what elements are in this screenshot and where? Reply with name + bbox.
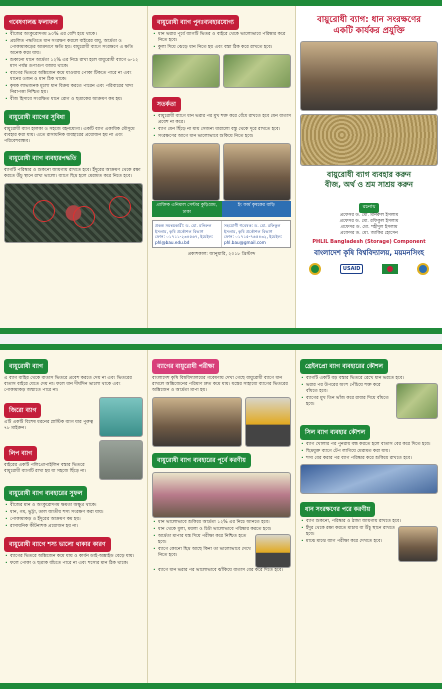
- pre-use-meter-row: [152, 534, 291, 568]
- contact-right: [222, 221, 290, 247]
- reusable-heading: বায়ুরোধী ব্যাগ পুনঃব্যবহারযোগ্য: [152, 15, 239, 30]
- after-storage-point: • মাঝে মাঝে ব্যাগ পরীক্ষা করে দেখতে হবে।: [300, 539, 395, 545]
- advantage-text: বায়ুরোধী ব্যাগ হালকা ও সহজে বহনযোগ্য। একটি ব্যাগ একাধিক মৌসুমে ব্যবহার করা যায়। এতে রাসায়নিক ব্যবহারের প্রয়োজন হয় না এবং পরিবেশবান্ধব।: [4, 127, 135, 144]
- advantage-heading: বায়ুরোধী ব্যাগের সুবিধা: [4, 110, 70, 125]
- inner-bag-text: বাইরের একটি পলিপ্রোপাইলিন বস্তার ভিতরে বায়ুরোধী ব্যাগটি রাখা হয় যা সহজে ছিঁড়ে না।: [4, 463, 87, 474]
- benefit-point: • পোকামাকড় ও ইঁদুরের আক্রমণ কম হয়।: [4, 517, 143, 523]
- credit-name: প্রফেসর ড. মো. জাকির হোসেন: [340, 231, 398, 236]
- cover-panel: [296, 6, 442, 328]
- test-text: বাংলাদেশ কৃষি বিশ্ববিদ্যালয়ের গবেষণায় দেখা গেছে বায়ুরোধী ব্যাগে ধান রাখলে অক্সিজেনের পরিমাণ দ্রুত কমে যায়। যন্ত্রের সাহায্যে ব্যাগের ভিতরের অক্সিজেন ও আর্দ্রতা মাপা হয়।: [152, 376, 288, 393]
- contact-line: সহযোগী গবেষক: ড. মো. রফিকুল ইসলাম, কৃষি প্রকৌশল বিভাগ: [224, 223, 281, 234]
- brochure-inner-side: [0, 344, 442, 689]
- reason-point: • ব্যাগের ভিতরে অক্সিজেন কমে যায় ও কার্বন ডাই-অক্সাইড বেড়ে যায়।: [4, 554, 143, 560]
- research-point: • বীজের অংকুরোদগম ৯০% এর বেশি হয়ে থাকে।: [4, 32, 143, 38]
- after-storage-heading: ধান সংরক্ষণের পরে করণীয়: [300, 502, 375, 517]
- highlight-circle: [73, 206, 95, 228]
- cover-subtitle-line1: বায়ুরোধী ব্যাগ ব্যবহার করুন: [327, 170, 411, 179]
- inner-bag-heading: লিপ ব্যাগ: [4, 446, 37, 461]
- logo-row: [300, 263, 438, 275]
- caution-point: • ব্যাগ যেন ছিঁড়ে না যায় সেজন্য ধারালো বস্তু থেকে দূরে রাখতে হবে।: [152, 127, 291, 133]
- contact-box: [152, 220, 291, 248]
- project-name: PHLIL Bangladesh (Storage) Component: [312, 239, 426, 245]
- inner-bag-row: [4, 440, 143, 480]
- bag-photo: [223, 54, 291, 88]
- research-point: • বীজ হিসাবে সংরক্ষিত ধানে রোগ ও ছত্রাকের আক্রমণ কম হয়।: [4, 97, 143, 103]
- test-photo: [152, 397, 242, 447]
- photo-caption-bar: [152, 201, 291, 217]
- reusable-point: • ধান ভরার পূর্বে ব্যাগটি ভিতর ও বাইরে থেকে ভালোভাবে পরিষ্কার করে নিতে হবে।: [152, 32, 291, 44]
- sealing-heading: সিল ব্যাগ ব্যবহার কৌশল: [300, 425, 370, 440]
- caption-right: ইং ফার্ম কৃষকের বাড়ি: [222, 201, 292, 217]
- bag-text: এটি একটি বিশেষ ধরনের প্লাস্টিক ব্যাগ যার পুরুত্ব ৭৮ মাইক্রন।: [4, 420, 94, 431]
- usage-heading: বায়ুরোধী ব্যাগ ব্যবহারপদ্ধতি: [4, 151, 81, 166]
- benefit-point: • ধান, গম, ভুট্টা, ডাল জাতীয় শস্য সংরক্ষণ করা যায়।: [4, 510, 143, 516]
- research-results-heading: গবেষণালব্ধ ফলাফল: [4, 15, 63, 30]
- caution-point: • বায়ুরোধী ব্যাগে ধান ভরার পর মুখ শক্ত করে বেঁধে রাখতে হবে যেন বাতাস প্রবেশ না করে।: [152, 114, 291, 126]
- reusable-point: • কুলা দিয়ে ঝেড়ে ধান নিতে হয় এবং বস্তা ঠিক করে রাখতে হবে।: [152, 45, 291, 51]
- training-photo: [152, 472, 291, 518]
- highlight-circle: [33, 200, 55, 222]
- storage-photo: [4, 183, 143, 243]
- caption-left: প্রাক্তিক এনিমাল সেন্টার কুড়িগ্রাম, ঢাকা: [152, 201, 222, 217]
- intro-text: এ ব্যাগ বাহির থেকে বাতাস ভিতরে প্রবেশ করতে দেয় না এবং ভিতরের বাতাস বাইরে যেতে দেয় না। ফলে ধান দীর্ঘদিন ভালো থাকে এবং পোকামাকড় জন্মাতে পারে না।: [4, 376, 132, 393]
- caution-heading: সতর্কতা: [152, 97, 181, 112]
- sealing-point: • ছিদ্রযুক্ত ব্যাগে টেপ লাগিয়ে মেরামত করা যায়।: [300, 449, 438, 455]
- bag-photo-row: [152, 54, 291, 88]
- cover-title-line1: বায়ুরোধী ব্যাগ: ধান সংরক্ষণের: [317, 15, 421, 25]
- storage-room-photo: [398, 526, 438, 562]
- research-point: • ব্যাগের ভিতরে অক্সিজেন কমে যাওয়ায় পোকা টিকতে পারে না এবং ধানের ওজন ও মান ঠিক থাকে।: [4, 71, 143, 83]
- cover-title-line2: একটি কার্যকর প্রযুক্তি: [333, 26, 405, 36]
- research-results-text: [4, 32, 143, 103]
- inner-middle-panel: [148, 350, 296, 683]
- caution-point: • সংরক্ষণের আগে ধান ভালোভাবে শুকিয়ে নিতে হবে।: [152, 134, 291, 140]
- grainpro-point: • ভরার পর উপরের অংশ পেঁচিয়ে শক্ত করে বাঁধতে হবে।: [300, 383, 393, 395]
- pre-use-point: • আর্দ্রতা মাপার যন্ত্র দিয়ে পরীক্ষা করে নিশ্চিত হতে হবে।: [152, 534, 252, 546]
- bangladesh-flag-icon: [382, 264, 398, 274]
- sealing-point: • ব্যাগ খোলার পর পুনরায় বন্ধ করতে হলে বাতাস বের করে দিতে হবে।: [300, 442, 438, 448]
- cover-grain-photo: [300, 114, 438, 166]
- after-storage-point: • ব্যাগ শুকনো, পরিষ্কার ও ঠান্ডা জায়গায় রাখতে হবে।: [300, 519, 438, 525]
- test-heading: ব্যাগের বায়ুরোধী পরীক্ষা: [152, 359, 219, 374]
- sealing-point: • শস্য বের করার পর ব্যাগ পরিষ্কার করে শুকিয়ে রাখতে হবে।: [300, 456, 438, 462]
- credits-list: [300, 213, 438, 237]
- cover-subtitle-line2: বীজ, অর্থ ও শ্রম সাশ্রয় করুন: [325, 180, 413, 189]
- farmer-photo: [152, 143, 220, 201]
- highlight-circle: [109, 196, 131, 218]
- inner-left-panel: [0, 350, 148, 683]
- research-point: • প্রচলিত পদ্ধতিতে ধান সংরক্ষণ করলে বাইরের বায়ু, আর্দ্রতা ও পোকামাকড়ের আক্রমণে ক্ষতি হয়। বায়ুরোধী ব্যাগে সংরক্ষণে এ ক্ষতি অনেক কমে যায়।: [4, 39, 143, 57]
- sack-photo: [99, 440, 143, 480]
- outer-middle-panel: [148, 6, 296, 328]
- reason-heading: বায়ুরোধী ব্যাগে শস্য ভালো থাকার কারণ: [4, 537, 111, 552]
- bag-photo: [99, 397, 143, 437]
- grainpro-point: • ব্যাগটি একটি বড় বস্তার ভিতরে রেখে ধান ভরতে হবে।: [300, 376, 438, 382]
- research-point: • শুকানো ধানে আর্দ্রতা ১২% এর নিচে রাখা হলে বায়ুরোধী ব্যাগে ৬-১২ মাস পর্যন্ত গুণাগুণ বজায় থাকে।: [4, 58, 143, 70]
- farmer-photo: [223, 143, 291, 201]
- benefit-point: • বীজের মান ও অংকুরোদগম ক্ষমতা অক্ষুণ্ণ থাকে।: [4, 503, 143, 509]
- bag-heading: জিরো ব্যাগ: [4, 403, 41, 418]
- after-storage-row: [300, 526, 438, 562]
- pre-use-point: • ব্যাগে কোনো ছিদ্র আছে কিনা তা ভালোভাবে দেখে নিতে হবে।: [152, 547, 252, 559]
- grainpro-point: • ব্যাগের মুখ তিন ভাঁজ করে রাবার দিয়ে বাঁধতে হবে।: [300, 396, 393, 408]
- outer-left-panel: [0, 6, 148, 328]
- credit-name: প্রফেসর ড. মো. মনিরুল ইসলাম: [339, 213, 399, 218]
- credit-name: প্রফেসর ড. মো. রফিকুল ইসলাম: [339, 219, 399, 224]
- pre-use-point: • ধান ভালোভাবে শুকিয়ে আর্দ্রতা ১২% এর নিচে আনতে হবে।: [152, 520, 291, 526]
- pre-use-point: • ধান থেকে ধুলা, ময়লা ও চিটা ভালোভাবে পরিষ্কার করতে হবে।: [152, 527, 291, 533]
- university-name: বাংলাদেশ কৃষি বিশ্ববিদ্যালয়, ময়মনসিংহ: [314, 249, 424, 257]
- contact-line: ফোন: ০১৭১১-২৩৪৫৬৭, ইমেইল: phl@bau.edu.bd: [155, 234, 214, 245]
- bag-info-row: [4, 397, 143, 437]
- brochure-outer-side: [0, 0, 442, 334]
- inner-right-panel: [296, 350, 442, 683]
- credits-heading: রচনায়: [359, 203, 380, 213]
- grainpro-heading: গ্রেইনপ্রো ব্যাগ ব্যবহারের কৌশল: [300, 359, 388, 374]
- university-logo-icon: [309, 263, 321, 275]
- contact-line: প্রকল্প সমন্বয়কারী: ড. মো. মনিরুল ইসলাম, কৃষি প্রকৌশল বিভাগ: [155, 223, 212, 234]
- reason-point: • ফলে পোকা ও ছত্রাক বাঁচতে পারে না এবং শস্যের মান ঠিক থাকে।: [4, 561, 143, 567]
- research-point: • কৃষক লাভজনক মূল্যে ধান বিক্রয় করতে পারেন এবং পরিবারের খাদ্য নিরাপত্তা নিশ্চিত হয়।: [4, 84, 143, 96]
- usaid-logo: USAID: [340, 264, 364, 274]
- partner-logo-icon: [417, 263, 429, 275]
- bag-photo: [152, 54, 220, 88]
- after-storage-point: • ইঁদুর থেকে রক্ষা করতে মাচায় বা উঁচু স্থানে রাখতে হবে।: [300, 526, 395, 538]
- publication-date: প্রকাশকাল: জানুয়ারি, ২০১৮ খ্রিস্টাব্দ: [187, 252, 256, 257]
- contact-line: ফোন: ০১৭১৫-৭৬৫৪৩২, ইমেইল: phl.bau@gmail.com: [224, 234, 283, 245]
- intro-heading: বায়ুরোধী ব্যাগ: [4, 359, 48, 374]
- moisture-meter-photo: [255, 534, 291, 568]
- pre-use-heading: বায়ুরোধী ব্যাগ ব্যবহারের পূর্বে করণীয়: [152, 453, 251, 468]
- cover-group-photo: [300, 41, 438, 111]
- grainpro-photo-row: [300, 383, 438, 419]
- pre-use-point: • ব্যাগে ধান ভরার পর ভালোভাবে ঝাঁকিয়ে বাতাস বের করে দিতে হবে।: [152, 568, 291, 574]
- contact-left: [153, 221, 222, 247]
- credit-name: প্রফেসর ড. মো. শহীদুল ইসলাম: [340, 225, 398, 230]
- benefit-heading: বায়ুরোধী ব্যাগ ব্যবহারের সুফল: [4, 486, 87, 501]
- grainpro-photo: [396, 383, 438, 419]
- usage-text: ব্যাগটি পরিষ্কার ও শুকনো জায়গায় রাখতে হবে। ইঁদুরের আক্রমণ থেকে রক্ষা করতে উঁচু স্থানে রাখা ভালো। ব্যাগে ছিদ্র হলে মেরামত করে নিতে হবে।: [4, 168, 141, 179]
- sealing-photo: [300, 464, 438, 494]
- test-photo-row: [152, 397, 291, 447]
- meter-photo: [245, 397, 291, 447]
- farmer-photo-row: [152, 143, 291, 201]
- benefit-point: • রাসায়নিক কীটনাশক প্রয়োজন হয় না।: [4, 524, 143, 530]
